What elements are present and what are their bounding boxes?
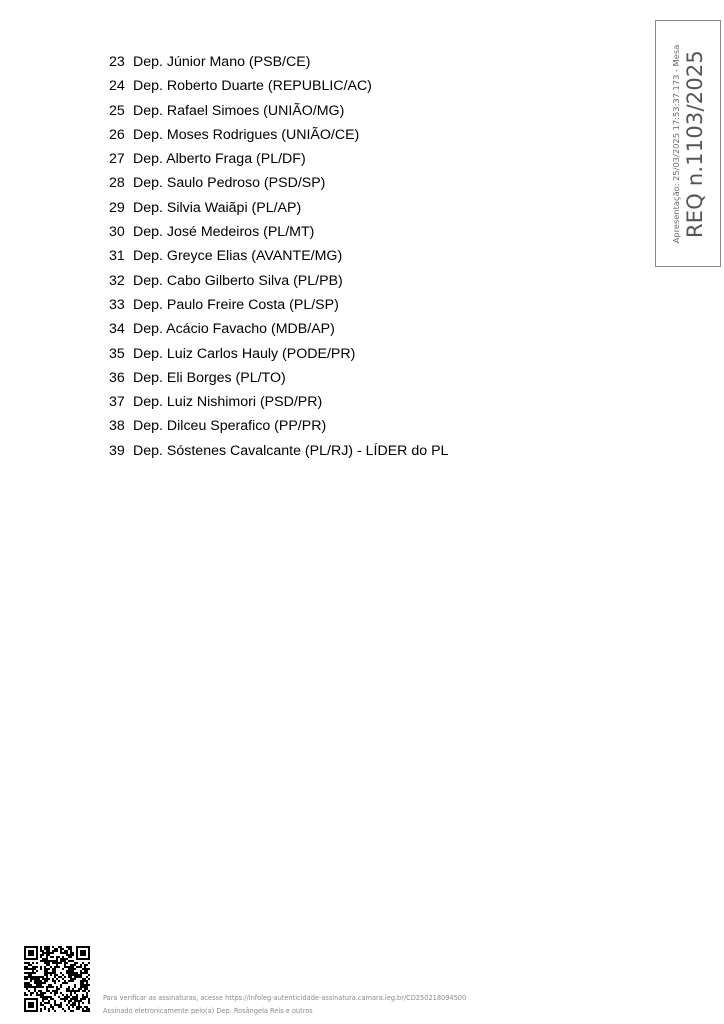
signatory-number: 39 bbox=[109, 442, 125, 459]
signatory-list bbox=[109, 52, 448, 465]
signatory-number: 28 bbox=[109, 175, 125, 192]
signatory-number: 29 bbox=[109, 199, 125, 216]
signatory-name: Dep. Júnior Mano (PSB/CE) bbox=[133, 54, 311, 70]
signatory-name: Dep. Roberto Duarte (REPUBLIC/AC) bbox=[133, 78, 372, 95]
signatory-number: 26 bbox=[109, 126, 125, 143]
signatory-item bbox=[109, 198, 448, 222]
signatory-number: 33 bbox=[109, 296, 125, 313]
signatory-item bbox=[109, 368, 448, 392]
signatory-item bbox=[109, 52, 448, 76]
signatory-item bbox=[109, 149, 448, 173]
signatory-number: 38 bbox=[109, 418, 125, 435]
signatory-number: 23 bbox=[109, 54, 125, 70]
signatory-item bbox=[109, 319, 448, 343]
signatory-number: 27 bbox=[109, 151, 125, 168]
signatory-item bbox=[109, 246, 448, 270]
signatory-number: 32 bbox=[109, 272, 125, 289]
request-number: REQ n.1103/2025 bbox=[683, 50, 707, 239]
signatory-item bbox=[109, 416, 448, 440]
signatory-number: 36 bbox=[109, 369, 125, 386]
signatory-name: Dep. Luiz Nishimori (PSD/PR) bbox=[133, 394, 323, 411]
signatory-name: Dep. Rafael Simoes (UNIÃO/MG) bbox=[133, 102, 345, 119]
signatory-item bbox=[109, 101, 448, 125]
signatory-name: Dep. Greyce Elias (AVANTE/MG) bbox=[133, 248, 343, 265]
signatory-number: 30 bbox=[109, 224, 125, 241]
signatory-number: 31 bbox=[109, 248, 125, 265]
signatory-name: Dep. Paulo Freire Costa (PL/SP) bbox=[133, 296, 339, 313]
signatory-item bbox=[109, 76, 448, 100]
signatory-number: 37 bbox=[109, 394, 125, 411]
signed-by-text: Assinado eletronicamente pelo(a) Dep. Rosângela Reis e outros bbox=[103, 1007, 313, 1015]
signatory-item bbox=[109, 295, 448, 319]
registration-stamp bbox=[655, 20, 721, 267]
qr-code[interactable] bbox=[24, 946, 90, 1012]
signatory-name: Dep. Eli Borges (PL/TO) bbox=[133, 369, 286, 386]
stamp-rotated-text bbox=[670, 23, 708, 266]
signatory-item bbox=[109, 392, 448, 416]
signatory-item bbox=[109, 173, 448, 197]
signatory-number: 25 bbox=[109, 102, 125, 119]
signatory-name: Dep. Cabo Gilberto Silva (PL/PB) bbox=[133, 272, 343, 289]
signatory-name: Dep. Moses Rodrigues (UNIÃO/CE) bbox=[133, 126, 360, 143]
signatory-item bbox=[109, 344, 448, 368]
presentation-date: Apresentação: 25/03/2025 17:53:37.173 - Mesa bbox=[671, 44, 681, 244]
signatory-number: 34 bbox=[109, 321, 125, 338]
signatory-name: Dep. Acácio Favacho (MDB/AP) bbox=[133, 321, 335, 338]
signatory-name: Dep. Saulo Pedroso (PSD/SP) bbox=[133, 175, 326, 192]
signatory-name: Dep. José Medeiros (PL/MT) bbox=[133, 224, 315, 241]
signatory-item bbox=[109, 441, 448, 465]
signatory-number: 24 bbox=[109, 78, 125, 95]
signatory-name: Dep. Luiz Carlos Hauly (PODE/PR) bbox=[133, 345, 356, 362]
signature-footer bbox=[103, 992, 466, 1018]
signatory-name: Dep. Dilceu Sperafico (PP/PR) bbox=[133, 418, 327, 435]
signatory-item bbox=[109, 222, 448, 246]
signatory-name: Dep. Alberto Fraga (PL/DF) bbox=[133, 151, 306, 168]
signatory-name: Dep. Sóstenes Cavalcante (PL/RJ) - LÍDER do PL bbox=[133, 442, 449, 459]
signatory-item bbox=[109, 271, 448, 295]
verification-link-text[interactable]: Para verificar as assinaturas, acesse https://infoleg-autenticidade-assinatura.camara.leg.br/CD250218094500 bbox=[103, 994, 467, 1002]
signatory-name: Dep. Silvia Waiãpi (PL/AP) bbox=[133, 199, 302, 216]
signatory-number: 35 bbox=[109, 345, 125, 362]
signatory-item bbox=[109, 125, 448, 149]
